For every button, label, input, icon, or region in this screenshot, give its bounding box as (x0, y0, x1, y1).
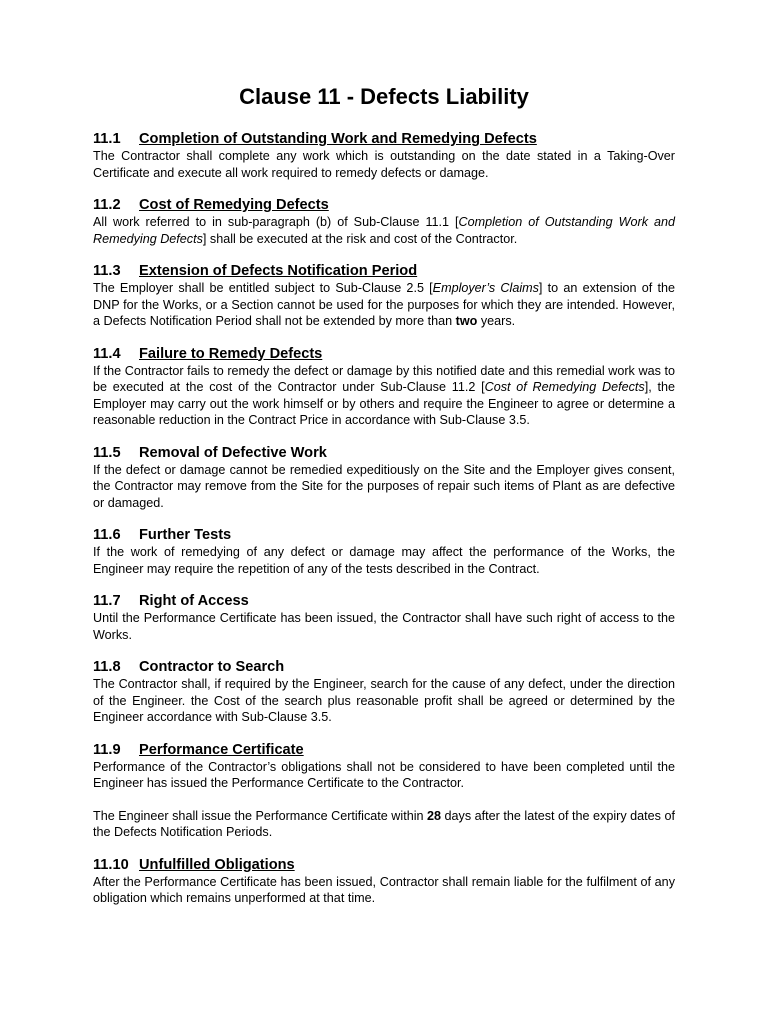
clause-paragraph: After the Performance Certificate has been issued, Contractor shall remain liable for the fulfilment of any obligation which remains unperformed at that time. (93, 874, 675, 905)
clause-number: 11.3 (93, 263, 121, 279)
clause-section (93, 526, 675, 577)
clause-section (93, 856, 675, 907)
clause-section (93, 262, 675, 330)
italic-reference: Completion of Outstanding Work and Remedying Defects (93, 215, 675, 246)
clause-section (93, 345, 675, 429)
clause-paragraph: If the defect or damage cannot be remedied expeditiously on the Site and the Employer gives consent, the Contractor may remove from the Site for the purposes of repair such items of Plant as are defective or damaged. (93, 462, 675, 510)
clause-number: 11.7 (93, 593, 121, 609)
clause-section (93, 444, 675, 512)
clause-heading (93, 196, 675, 214)
clause-section (93, 592, 675, 643)
clause-number: 11.10 (93, 856, 129, 873)
clause-heading (93, 345, 675, 363)
clause-paragraph: The Engineer shall issue the Performance Certificate within 28 days after the latest of the expiry dates of the Defects Notification Periods. (93, 808, 675, 839)
clause-title: Failure to Remedy Defects (139, 345, 323, 362)
clause-heading (93, 856, 675, 874)
clause-number: 11.4 (93, 345, 121, 362)
clause-title: Performance Certificate (139, 741, 304, 758)
clause-number: 11.1 (93, 131, 121, 147)
bold-value: 28 (427, 808, 442, 823)
clause-number: 11.8 (93, 659, 121, 675)
document-title: Clause 11 - Defects Liability (239, 84, 529, 109)
clause-heading (93, 444, 675, 462)
clause-paragraph: The Contractor shall complete any work which is outstanding on the date stated in a Taking-Over Certificate and execute all work required to remedy defects or damage. (93, 149, 675, 180)
clause-list (93, 130, 675, 907)
clause-title: Further Tests (139, 527, 232, 543)
clause-title: Right of Access (139, 593, 249, 609)
bold-value: two (455, 314, 478, 328)
clause-paragraph: Performance of the Contractor’s obligations shall not be considered to have been completed until the Engineer has issued the Performance Certificate to the Contractor. (93, 759, 675, 790)
clause-number: 11.9 (93, 741, 121, 758)
clause-paragraph: If the Contractor fails to remedy the defect or damage by this notified date and this remedial work was to be executed at the cost of the Contractor under Sub-Clause 11.2 [Cost of Remedying Defects], the Employer may carry out the work himself or by others and require the Engineer to agree or determine a reasonable reduction in the Contract Price in accordance with Sub-Clause 3.5. (93, 363, 675, 427)
clause-section (93, 658, 675, 726)
clause-section (93, 196, 675, 247)
clause-paragraph: The Employer shall be entitled subject to Sub-Clause 2.5 [Employer’s Claims] to an extension of the DNP for the Works, or a Section cannot be used for the purposes for which they are intended. However, a Defects Notification Period shall not be extended by more than two years. (93, 281, 675, 328)
clause-title: Unfulfilled Obligations (139, 856, 295, 873)
clause-title: Completion of Outstanding Work and Remedying Defects (139, 131, 537, 147)
clause-heading (93, 130, 675, 148)
document-page (93, 84, 675, 922)
clause-paragraph: The Contractor shall, if required by the Engineer, search for the cause of any defect, under the direction of the Engineer. the Cost of the search plus reasonable profit shall be agreed or determined by the Engineer accordance with Sub-Clause 3.5. (93, 677, 675, 724)
clause-number: 11.6 (93, 527, 121, 543)
clause-heading (93, 658, 675, 676)
clause-paragraph: All work referred to in sub-paragraph (b) of Sub-Clause 11.1 [Completion of Outstanding Work and Remedying Defects] shall be executed at the risk and cost of the Contractor. (93, 215, 675, 246)
clause-heading (93, 262, 675, 280)
clause-section (93, 130, 675, 181)
clause-title: Contractor to Search (139, 659, 285, 675)
italic-reference: Employer’s Claims (432, 281, 539, 295)
clause-number: 11.5 (93, 444, 121, 461)
clause-paragraph: Until the Performance Certificate has been issued, the Contractor shall have such right of access to the Works. (93, 611, 675, 642)
clause-number: 11.2 (93, 197, 121, 213)
italic-reference: Cost of Remedying Defects (484, 380, 645, 394)
clause-paragraph: If the work of remedying of any defect or damage may affect the performance of the Works, the Engineer may require the repetition of any of the tests described in the Contract. (93, 545, 675, 576)
clause-title: Removal of Defective Work (139, 444, 327, 461)
clause-heading (93, 592, 675, 610)
clause-heading (93, 526, 675, 544)
clause-title: Cost of Remedying Defects (139, 197, 329, 213)
clause-heading (93, 741, 675, 759)
clause-title: Extension of Defects Notification Period (139, 263, 418, 279)
clause-section (93, 741, 675, 841)
